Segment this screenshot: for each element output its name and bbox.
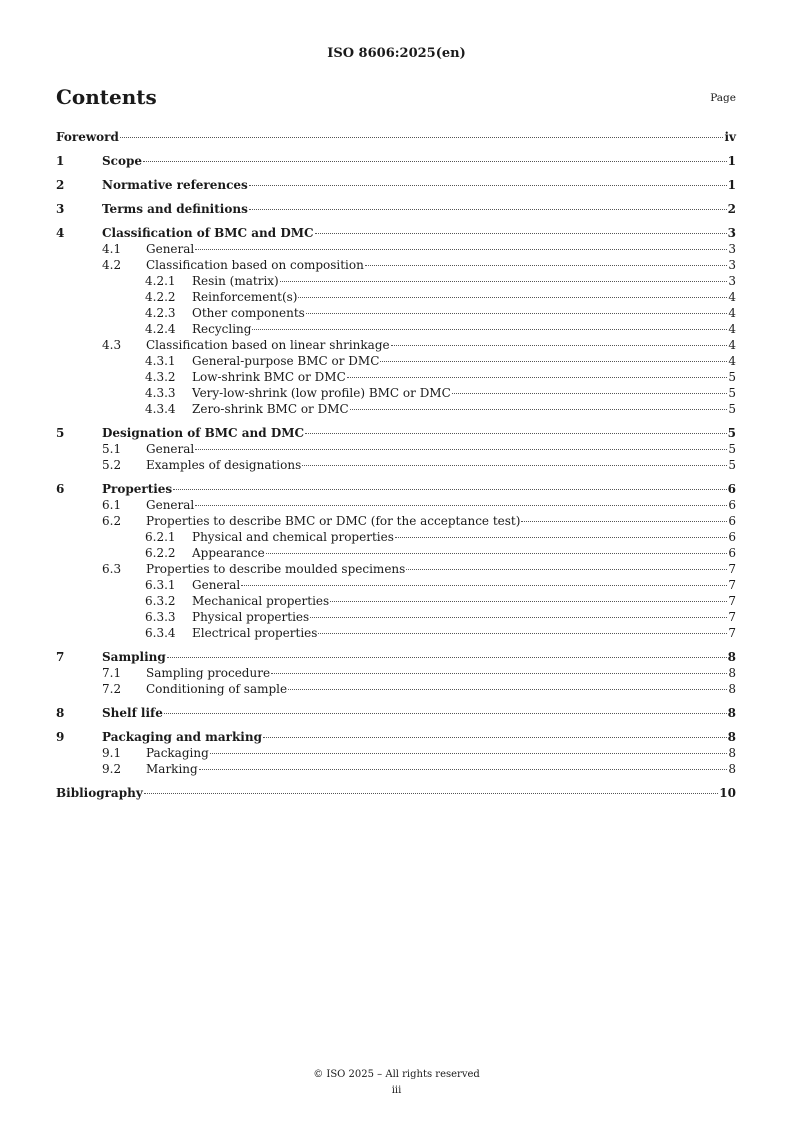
toc-entry[interactable]: [56, 353, 736, 369]
toc-dot-leader: [391, 345, 728, 346]
toc-dot-leader: [310, 617, 727, 618]
toc-entry[interactable]: [56, 761, 736, 777]
toc-dot-leader: [521, 521, 727, 522]
toc-entry-title: Low-shrink BMC or DMC: [192, 370, 346, 384]
toc-entry-page: 2: [727, 202, 736, 216]
toc-entry[interactable]: [56, 257, 736, 273]
toc-entry[interactable]: [56, 665, 736, 681]
toc-entry-page: 8: [728, 762, 736, 776]
toc-entry-number: 1: [56, 154, 65, 168]
toc-entry-title: Normative references: [102, 178, 248, 192]
toc-entry-title: Appearance: [192, 546, 265, 560]
toc-dot-leader: [365, 265, 728, 266]
toc-entry-page: 1: [727, 154, 736, 168]
toc-entry-title: Physical and chemical properties: [192, 530, 394, 544]
toc-entry-page: 5: [727, 426, 736, 440]
toc-entry[interactable]: [56, 785, 736, 801]
toc-entry-number: 3: [56, 202, 65, 216]
contents-title: Contents: [56, 85, 157, 109]
toc-entry-page: 6: [728, 530, 736, 544]
toc-entry-number: 6.2.2: [145, 546, 176, 560]
toc-entry[interactable]: [56, 425, 736, 441]
toc-dot-leader: [167, 657, 727, 658]
toc-entry-page: 5: [728, 386, 736, 400]
toc-entry-title: Sampling: [102, 650, 166, 664]
toc-entry-page: 8: [728, 746, 736, 760]
toc-entry-number: 4.2.2: [145, 290, 176, 304]
toc-entry-page: 4: [728, 306, 736, 320]
toc-entry-title: General-purpose BMC or DMC: [192, 354, 380, 368]
toc-dot-leader: [347, 377, 728, 378]
toc-dot-leader: [143, 161, 727, 162]
toc-entry-page: 4: [728, 290, 736, 304]
toc-entry-page: 6: [728, 546, 736, 560]
toc-dot-leader: [249, 185, 727, 186]
toc-dot-leader: [350, 409, 728, 410]
toc-entry-title: Mechanical properties: [192, 594, 330, 608]
toc-entry[interactable]: [56, 401, 736, 417]
toc-entry[interactable]: [56, 497, 736, 513]
toc-dot-leader: [298, 297, 727, 298]
toc-entry-page: 8: [727, 706, 736, 720]
toc-dot-leader: [318, 633, 727, 634]
toc-entry[interactable]: [56, 369, 736, 385]
toc-entry-number: 9.1: [102, 746, 122, 760]
toc-dot-leader: [199, 769, 728, 770]
toc-entry[interactable]: [56, 729, 736, 745]
toc-entry-number: 4.3.4: [145, 402, 176, 416]
toc-entry[interactable]: [56, 609, 736, 625]
toc-entry[interactable]: [56, 649, 736, 665]
toc-entry-page: 5: [728, 442, 736, 456]
toc-entry-title: General: [146, 442, 195, 456]
toc-entry[interactable]: [56, 289, 736, 305]
toc-entry-number: 4.2.3: [145, 306, 176, 320]
toc-entry-number: 4: [56, 226, 65, 240]
toc-entry[interactable]: [56, 385, 736, 401]
toc-dot-leader: [252, 329, 727, 330]
toc-entry-title: Classification based on linear shrinkage: [146, 338, 390, 352]
toc-entry-page: 8: [727, 650, 736, 664]
toc-entry-number: 6.3.2: [145, 594, 176, 608]
toc-entry-number: 6.3: [102, 562, 122, 576]
toc-entry[interactable]: [56, 705, 736, 721]
toc-entry-page: 8: [727, 730, 736, 744]
toc-entry-title: Terms and definitions: [102, 202, 248, 216]
toc-entry-number: 7.1: [102, 666, 122, 680]
toc-entry-page: 6: [728, 514, 736, 528]
toc-entry[interactable]: [56, 241, 736, 257]
toc-entry[interactable]: [56, 177, 736, 193]
toc-entry-title: Conditioning of sample: [146, 682, 288, 696]
toc-entry-number: 9: [56, 730, 65, 744]
toc-dot-leader: [266, 553, 728, 554]
page-footer: [0, 1067, 793, 1099]
toc-dot-leader: [395, 537, 727, 538]
toc-entry-title: Zero-shrink BMC or DMC: [192, 402, 349, 416]
toc-entry-page: 7: [728, 610, 736, 624]
toc-entry-title: Packaging: [146, 746, 209, 760]
toc-entry[interactable]: [56, 745, 736, 761]
toc-entry-page: 10: [719, 786, 736, 800]
toc-dot-leader: [263, 737, 727, 738]
toc-dot-leader: [195, 449, 727, 450]
toc-dot-leader: [120, 137, 724, 138]
toc-entry-title: Electrical properties: [192, 626, 318, 640]
page-column-label: Page: [710, 92, 736, 104]
toc-entry[interactable]: [56, 273, 736, 289]
table-of-contents: [56, 129, 736, 801]
toc-entry-page: 6: [728, 498, 736, 512]
toc-entry-title: General: [192, 578, 241, 592]
toc-entry-number: 4.2.4: [145, 322, 176, 336]
toc-entry-title: Properties to describe BMC or DMC (for the acceptance test): [146, 514, 521, 528]
toc-entry-page: 8: [728, 666, 736, 680]
toc-dot-leader: [241, 585, 727, 586]
page-number: iii: [391, 1085, 402, 1096]
toc-entry-title: General: [146, 498, 195, 512]
toc-entry-title: Properties: [102, 482, 173, 496]
toc-entry-number: 6.3.4: [145, 626, 176, 640]
toc-entry-title: Shelf life: [102, 706, 163, 720]
toc-entry-page: 6: [727, 482, 736, 496]
toc-entry-title: Examples of designations: [146, 458, 302, 472]
toc-entry-title: Recycling: [192, 322, 252, 336]
toc-entry-page: 3: [727, 226, 736, 240]
toc-dot-leader: [249, 209, 727, 210]
toc-entry[interactable]: [56, 593, 736, 609]
toc-entry-number: 6.3.1: [145, 578, 176, 592]
toc-entry-page: 5: [728, 402, 736, 416]
toc-entry[interactable]: [56, 225, 736, 241]
toc-entry[interactable]: [56, 153, 736, 169]
toc-entry[interactable]: [56, 561, 736, 577]
toc-dot-leader: [406, 569, 727, 570]
copyright-notice: © ISO 2025 – All rights reserved: [313, 1069, 480, 1080]
toc-entry-title: Marking: [146, 762, 198, 776]
toc-entry[interactable]: [56, 305, 736, 321]
toc-entry-page: 8: [728, 682, 736, 696]
toc-entry[interactable]: [56, 457, 736, 473]
toc-entry[interactable]: [56, 337, 736, 353]
toc-dot-leader: [144, 793, 719, 794]
toc-entry[interactable]: [56, 441, 736, 457]
toc-entry-title: Classification of BMC and DMC: [102, 226, 314, 240]
toc-dot-leader: [195, 505, 727, 506]
toc-dot-leader: [306, 313, 728, 314]
toc-entry-page: 4: [728, 322, 736, 336]
toc-entry-number: 4.1: [102, 242, 122, 256]
toc-entry-title: Reinforcement(s): [192, 290, 298, 304]
document-id-header: ISO 8606:2025(en): [327, 46, 466, 61]
toc-entry-number: 2: [56, 178, 65, 192]
toc-entry-number: 7.2: [102, 682, 122, 696]
toc-entry-title: Designation of BMC and DMC: [102, 426, 305, 440]
toc-entry[interactable]: [56, 321, 736, 337]
toc-entry-title: Properties to describe moulded specimens: [146, 562, 406, 576]
toc-entry-title: Scope: [102, 154, 143, 168]
toc-entry[interactable]: [56, 481, 736, 497]
toc-entry[interactable]: [56, 201, 736, 217]
toc-entry-title: Packaging and marking: [102, 730, 262, 744]
toc-entry-page: 1: [727, 178, 736, 192]
toc-entry-number: 5.2: [102, 458, 122, 472]
toc-dot-leader: [288, 689, 727, 690]
toc-entry-number: 4.3.2: [145, 370, 176, 384]
toc-dot-leader: [280, 281, 728, 282]
toc-entry-page: 7: [728, 626, 736, 640]
toc-entry-number: 5: [56, 426, 65, 440]
toc-dot-leader: [315, 233, 727, 234]
toc-entry-page: 7: [728, 578, 736, 592]
toc-entry-number: 6.1: [102, 498, 122, 512]
toc-entry-number: 4.3.1: [145, 354, 176, 368]
toc-entry-number: 6.3.3: [145, 610, 176, 624]
toc-entry[interactable]: [56, 625, 736, 641]
toc-entry-title: Physical properties: [192, 610, 310, 624]
toc-entry-number: 7: [56, 650, 65, 664]
toc-entry-number: 4.3.3: [145, 386, 176, 400]
toc-entry-title: Very-low-shrink (low profile) BMC or DMC: [192, 386, 451, 400]
toc-entry-number: 4.2: [102, 258, 122, 272]
toc-dot-leader: [173, 489, 726, 490]
toc-entry-number: 6.2: [102, 514, 122, 528]
toc-entry-title: Sampling procedure: [146, 666, 271, 680]
toc-entry-page: iv: [724, 130, 736, 144]
toc-entry-page: 4: [728, 338, 736, 352]
toc-entry-number: 4.3: [102, 338, 122, 352]
toc-entry-page: 5: [728, 370, 736, 384]
toc-entry-number: 5.1: [102, 442, 122, 456]
toc-entry-page: 7: [728, 562, 736, 576]
toc-entry-page: 5: [728, 458, 736, 472]
toc-dot-leader: [271, 673, 727, 674]
toc-entry-number: 9.2: [102, 762, 122, 776]
toc-entry-page: 7: [728, 594, 736, 608]
toc-entry-number: 4.2.1: [145, 274, 176, 288]
toc-entry-title: Classification based on composition: [146, 258, 364, 272]
toc-entry[interactable]: [56, 545, 736, 561]
toc-entry-number: 6: [56, 482, 65, 496]
toc-entry-page: 4: [728, 354, 736, 368]
toc-entry-number: 6.2.1: [145, 530, 176, 544]
toc-entry-page: 3: [728, 274, 736, 288]
toc-dot-leader: [195, 249, 727, 250]
toc-entry[interactable]: [56, 129, 736, 145]
toc-dot-leader: [330, 601, 727, 602]
toc-dot-leader: [164, 713, 727, 714]
toc-entry-number: 8: [56, 706, 65, 720]
toc-entry-title: Foreword: [56, 130, 119, 144]
toc-entry-title: General: [146, 242, 195, 256]
toc-entry[interactable]: [56, 577, 736, 593]
toc-entry[interactable]: [56, 529, 736, 545]
toc-entry-page: 3: [728, 258, 736, 272]
toc-dot-leader: [210, 753, 728, 754]
toc-entry[interactable]: [56, 513, 736, 529]
toc-entry-title: Resin (matrix): [192, 274, 279, 288]
toc-entry-page: 3: [728, 242, 736, 256]
toc-dot-leader: [302, 465, 727, 466]
toc-dot-leader: [380, 361, 727, 362]
toc-entry-title: Other components: [192, 306, 305, 320]
toc-entry[interactable]: [56, 681, 736, 697]
toc-entry-title: Bibliography: [56, 786, 143, 800]
toc-dot-leader: [452, 393, 728, 394]
toc-dot-leader: [305, 433, 727, 434]
